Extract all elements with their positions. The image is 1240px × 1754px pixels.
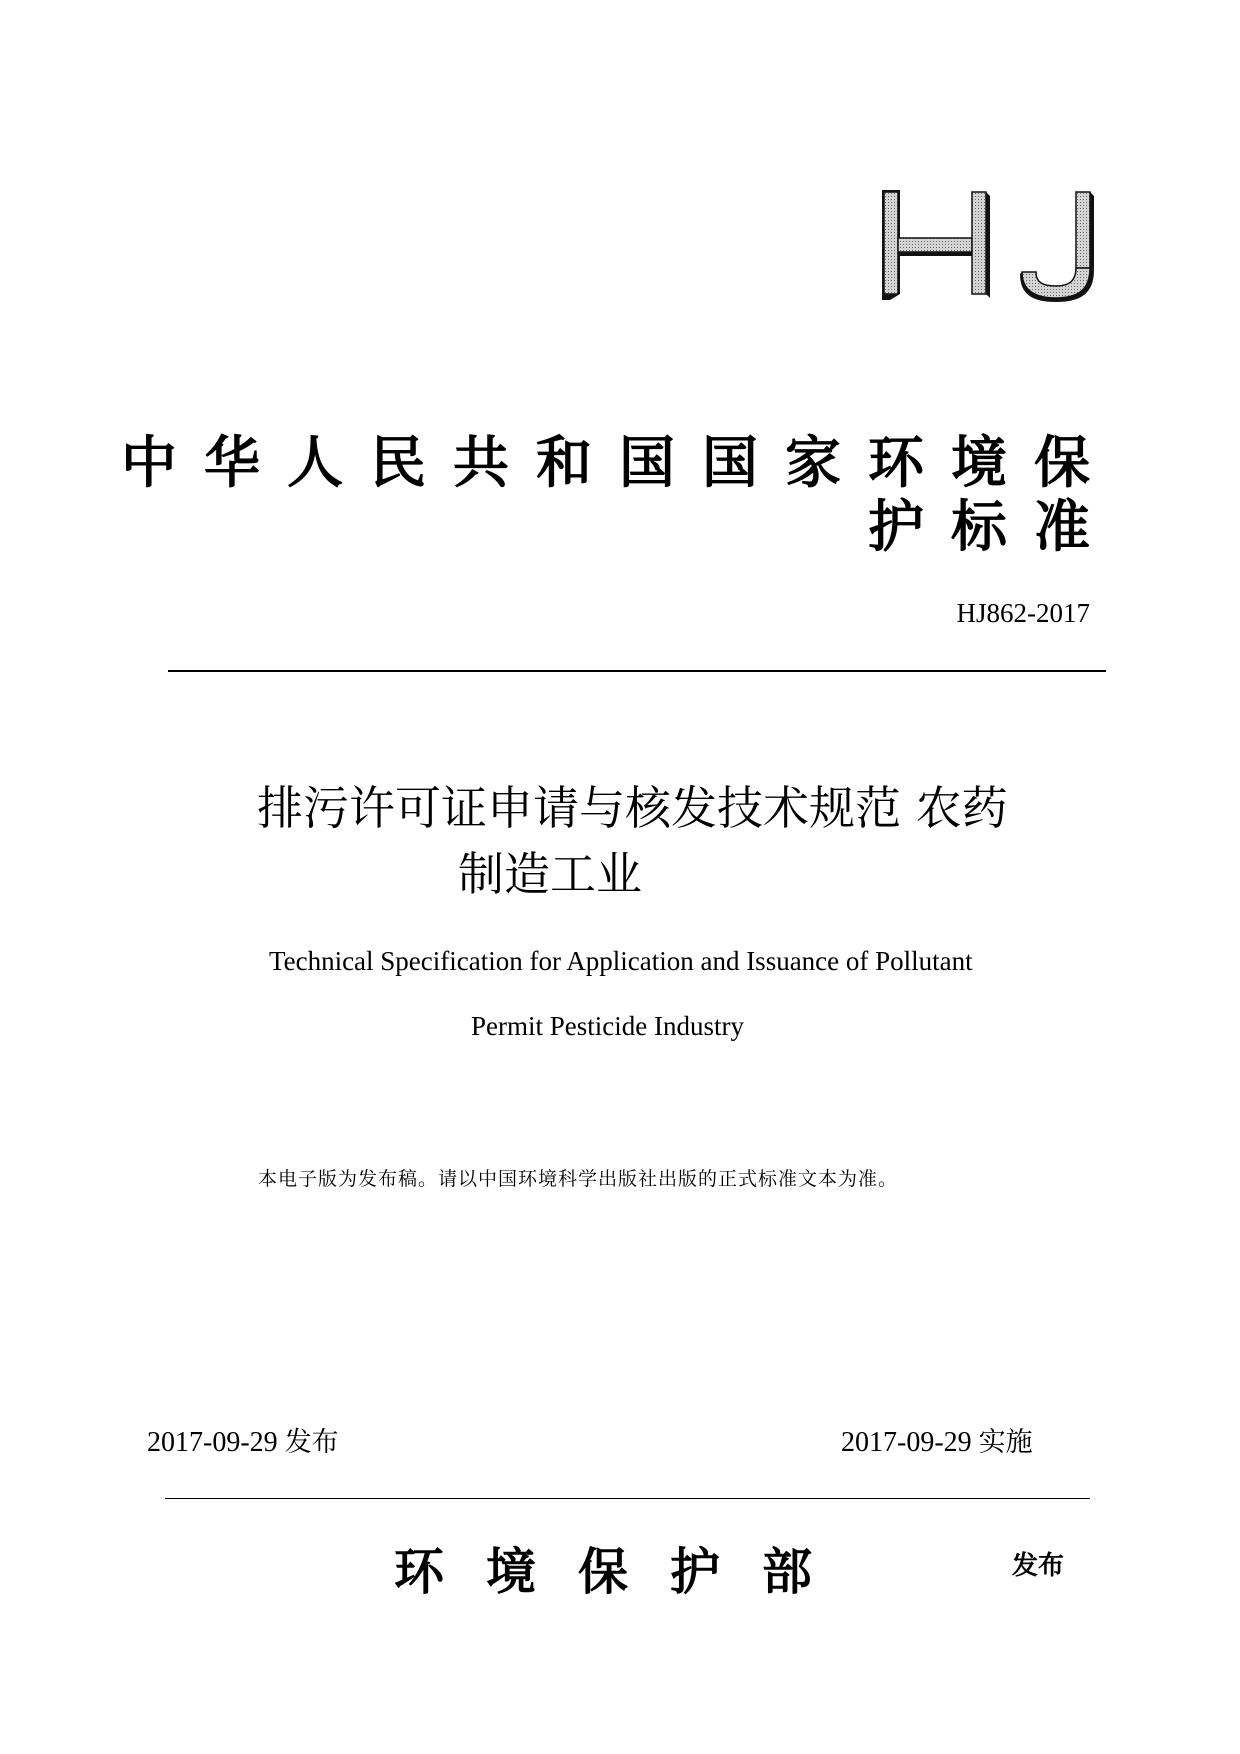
issue-date: 2017-09-29 [147,1427,278,1458]
standard-type-line2: 护标准 [868,495,1117,560]
document-title-en-line2: Permit Pesticide Industry [471,1011,744,1041]
effective-label: 实施 [978,1427,1033,1458]
document-title-cn-line1: 排污许可证申请与核发技术规范 农药 [257,781,1008,835]
effective-date: 2017-09-29 [841,1427,972,1458]
document-title-en-line1: Technical Specification for Application and Issuance of Pollutant [269,946,973,976]
hj-logo [882,190,1102,302]
document-title-cn-line2: 制造工业 [458,847,642,901]
divider-bottom [165,1498,1090,1499]
standard-code: HJ862-2017 [956,598,1090,628]
edition-notice: 本电子版为发布稿。请以中国环境科学出版社出版的正式标准文本为准。 [258,1168,899,1190]
issue-label: 发布 [284,1427,339,1458]
issue-date-block [147,1420,339,1459]
standard-type-line1: 中华人民共和国国家环境保 [121,431,1117,496]
divider-top [168,670,1106,672]
issuer-label: 发布 [1012,1551,1065,1581]
effective-date-block [841,1420,1033,1459]
issuer-name: 环境保护部 [394,1543,854,1601]
